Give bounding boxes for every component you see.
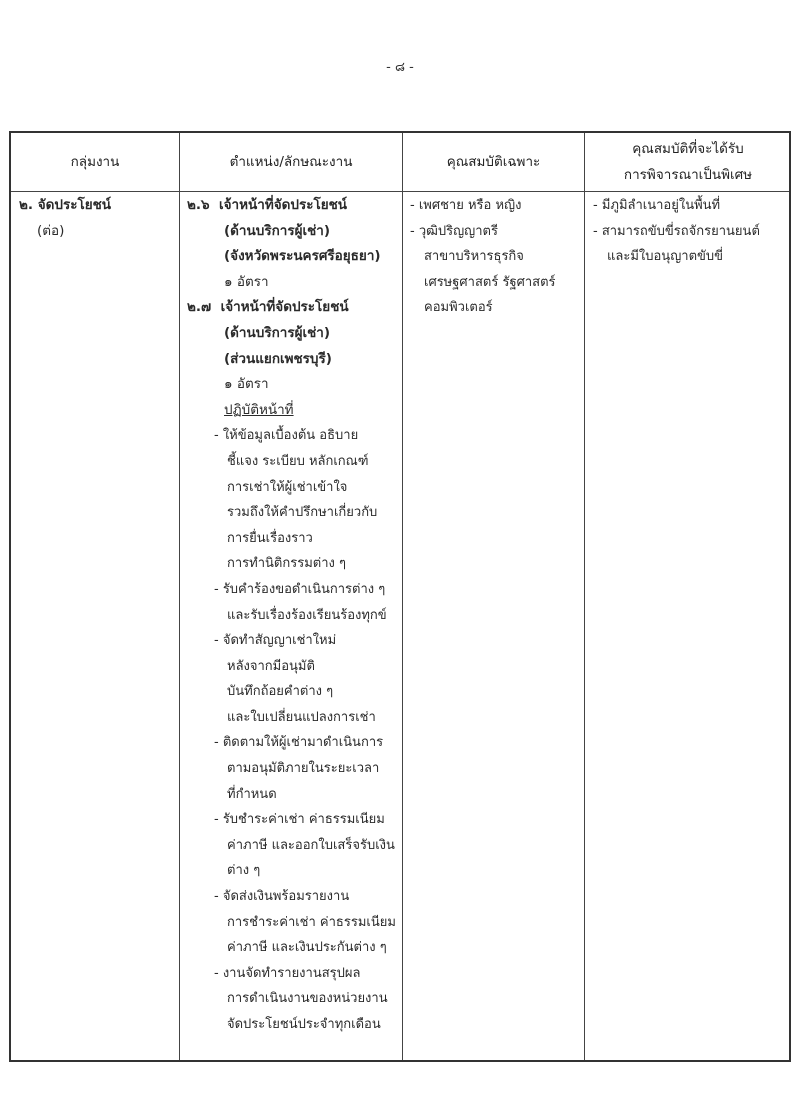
column-divider [584,133,585,1060]
group-continued: (ต่อ) [37,222,65,239]
duties-heading: ปฏิบัติหน้าที่ [224,401,294,418]
group-name: ๒. จัดประโยชน์ [19,197,112,213]
position-location: (ส่วนแยกเพชรบุรี) [224,350,332,367]
consideration-item: - สามารถขับขี่รถจักรยานยนต์ และมีใบอนุญาตขับขี่ [593,223,760,265]
position-cell [187,193,399,1038]
group-cell [19,193,174,244]
header-special-consideration [585,133,791,191]
job-qualifications-table [9,131,791,1062]
header-position [180,133,402,191]
column-divider [402,133,403,1060]
header-special-consideration-line1: คุณสมบัติที่จะได้รับ [632,141,744,157]
duty-item: - งานจัดทำรายงานสรุปผล การดำเนินงานของหน่วยงาน จัดประโยชน์ประจำทุกเดือน [214,965,388,1032]
duty-item: - ให้ข้อมูลเบื้องต้น อธิบาย ชี้แจง ระเบียบ หลักเกณฑ์ การเช่าให้ผู้เช่าเข้าใจ รวมถึงให้คำปรึกษาเกี่ยวกับ การยื่นเรื่องราว การทำนิติกรรมต่าง ๆ [214,428,378,572]
consideration-item: - มีภูมิลำเนาอยู่ในพื้นที่ [593,198,721,213]
header-specific-qualifications [403,133,584,191]
position-rate: ๑ อัตรา [224,376,269,393]
header-specific-qualifications-label: คุณสมบัติเฉพาะ [446,154,541,170]
position-rate: ๑ อัตรา [224,273,269,290]
specific-qualifications-cell [410,193,582,321]
position-location: (จังหวัดพระนครศรีอยุธยา) [224,248,381,265]
duties-list [187,423,399,1037]
position-2-6 [187,193,399,295]
header-group [11,133,179,191]
duty-item: - จัดทำสัญญาเช่าใหม่ หลังจากมีอนุมัติ บันทึกถ้อยคำต่าง ๆ และใบเปลี่ยนแปลงการเช่า [214,633,376,725]
qualification-item: - วุฒิปริญญาตรี สาขาบริหารธุรกิจ เศรษฐศาสตร์ รัฐศาสตร์ คอมพิวเตอร์ [410,223,556,316]
position-subtitle: (ด้านบริการผู้เช่า) [224,324,331,341]
special-considerations-cell [593,193,789,270]
duty-item: - ติดตามให้ผู้เช่ามาดำเนินการ ตามอนุมัติภายในระยะเวลา ที่กำหนด [214,735,384,802]
position-subtitle: (ด้านบริการผู้เช่า) [224,222,331,239]
position-title-line: ๒.๗ เจ้าหน้าที่จัดประโยชน์ [187,299,349,316]
position-title-line: ๒.๖ เจ้าหน้าที่จัดประโยชน์ [187,197,348,213]
column-divider [179,133,180,1060]
duty-item: - จัดส่งเงินพร้อมรายงาน การชำระค่าเช่า ค่าธรรมเนียม ค่าภาษี และเงินประกันต่าง ๆ [214,889,396,956]
duty-item: - รับชำระค่าเช่า ค่าธรรมเนียม ค่าภาษี และออกใบเสร็จรับเงิน ต่าง ๆ [214,812,395,879]
header-position-label: ตำแหน่ง/ลักษณะงาน [229,154,353,170]
header-group-label: กลุ่มงาน [70,154,120,170]
page-number: - ๘ - [386,60,414,75]
qualification-item: - เพศชาย หรือ หญิง [410,198,522,213]
position-2-7 [187,295,399,397]
duty-item: - รับคำร้องขอดำเนินการต่าง ๆ และรับเรื่องร้องเรียนร้องทุกข์ [214,581,387,623]
header-divider [11,191,789,192]
header-special-consideration-line2: การพิจารณาเป็นพิเศษ [623,167,753,183]
